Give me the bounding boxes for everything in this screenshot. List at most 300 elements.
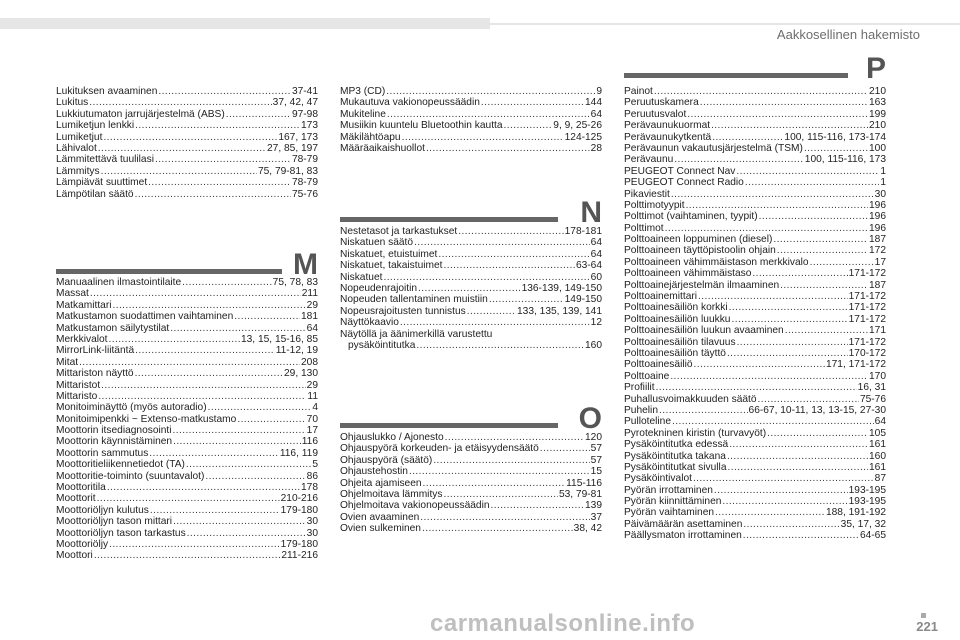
entry-leader-dots [187, 528, 306, 539]
entry-pages: 53, 79-81 [558, 488, 602, 500]
entry-leader-dots [736, 166, 879, 177]
entry-term: Päivämäärän asettaminen [624, 518, 743, 530]
entry-pages: 29 [306, 299, 318, 311]
entry-term: Polttoainesäiliön luukun avaaminen [624, 325, 784, 337]
entry-term: Polttoaineen täyttöpistoolin ohjain [624, 245, 776, 257]
index-entry [56, 177, 318, 188]
entry-pages: 124-125 [564, 131, 602, 143]
entry-leader-dots [773, 234, 868, 245]
entry-pages: 29, 130 [284, 368, 318, 380]
index-entry [624, 485, 886, 496]
index-entry [56, 189, 318, 200]
entry-term: PEUGEOT Connect Radio [624, 177, 744, 189]
entry-pages: 60 [590, 271, 602, 283]
entry-term: Pyörän kiinnittäminen [624, 496, 722, 508]
entry-term: Matkamittari [56, 299, 112, 311]
entry-term: Pysäköintitutka takana [624, 450, 726, 462]
col2-M-list [340, 86, 602, 154]
entry-pages: 196 [869, 222, 886, 234]
index-entry [624, 496, 886, 507]
entry-leader-dots [445, 432, 584, 443]
index-entry [56, 154, 318, 165]
entry-pages: 37-41 [291, 86, 318, 97]
letter-O: O [578, 402, 602, 435]
index-entry [624, 291, 886, 302]
entry-leader-dots [423, 478, 566, 489]
entry-leader-dots [727, 451, 868, 462]
entry-term: Pyörän vaihtaminen [624, 507, 715, 519]
entry-leader-dots [420, 512, 589, 523]
entry-term: Mukiteline [340, 108, 386, 120]
entry-leader-dots [101, 166, 257, 177]
entry-pages: 9 [596, 86, 602, 97]
entry-pages: 86 [306, 470, 318, 482]
entry-pages: 163 [869, 97, 886, 109]
entry-term: Polttoainesäiliön korkki [624, 302, 728, 314]
entry-term: PEUGEOT Connect Nav [624, 165, 736, 177]
entry-leader-dots [148, 177, 291, 188]
entry-leader-dots [656, 382, 857, 393]
entry-pages: 87 [874, 473, 886, 485]
entry-pages: 172 [869, 245, 886, 257]
entry-term: Lämpiävät suuttimet [56, 177, 148, 189]
entry-term: Polttoainesäiliön luukku [624, 313, 731, 325]
index-entry [56, 86, 318, 97]
index-entry [56, 277, 318, 288]
index-entry [56, 493, 318, 504]
entry-pages: 30 [306, 516, 318, 528]
entry-pages: 35, 17, 32 [840, 518, 886, 530]
entry-leader-dots [98, 391, 306, 402]
entry-term: Perävaunukuormat [624, 120, 711, 132]
index-entry [624, 268, 886, 279]
entry-pages: 64 [590, 237, 602, 249]
index-entry [624, 462, 886, 473]
entry-pages: 30 [306, 527, 318, 539]
entry-term: Polttoainejärjestelmän ilmaaminen [624, 279, 780, 291]
entry-pages: 179-180 [280, 504, 318, 516]
entry-leader-dots [504, 120, 553, 131]
index-entry [624, 234, 886, 245]
entry-leader-dots [135, 368, 283, 379]
entry-term: Ohjauspyörä (säätö) [340, 454, 433, 466]
index-entry [340, 466, 602, 477]
entry-leader-dots [79, 357, 300, 368]
entry-pages: 1 [880, 177, 886, 189]
index-entry [340, 260, 602, 271]
entry-pages: 100, 115-116, 173-174 [784, 131, 886, 143]
entry-leader-dots [694, 359, 825, 370]
index-entry [56, 448, 318, 459]
entry-leader-dots [173, 516, 306, 527]
entry-term: Manuaalinen ilmastointilaite [56, 277, 182, 288]
index-entry [56, 505, 318, 516]
entry-term: Monitoiminäyttö (myös autoradio) [56, 402, 207, 414]
entry-leader-dots [687, 109, 868, 120]
entry-leader-dots [409, 466, 590, 477]
entry-pages: 64 [306, 322, 318, 334]
entry-term: Moottoritieliikennetiedot (TA) [56, 459, 185, 471]
index-entry [56, 391, 318, 402]
entry-leader-dots [150, 505, 280, 516]
entry-pages: 64-65 [859, 530, 886, 542]
entry-leader-dots [135, 345, 275, 356]
index-entry [624, 166, 886, 177]
entry-pages: 37 [590, 511, 602, 523]
index-entry [56, 436, 318, 447]
entry-pages: 78-79 [291, 177, 318, 189]
entry-term: Polttoaineen vähimmäistason merkkivalo [624, 256, 809, 268]
index-entry [56, 334, 318, 345]
entry-term: Näytöllä ja äänimerkillä varustettu [340, 328, 493, 340]
entry-term: Ovien sulkeminen [340, 523, 421, 535]
index-entry [624, 473, 886, 484]
index-entry [624, 371, 886, 382]
entry-pages: 97-98 [291, 108, 318, 120]
index-entry [56, 345, 318, 356]
entry-term: Polttimot (vaihtaminen, tyypit) [624, 211, 758, 223]
watermark: carmanualsonline.info [430, 610, 696, 637]
entry-pages: 211-216 [281, 550, 318, 562]
entry-pages: 12 [590, 317, 602, 329]
index-entry [340, 317, 602, 328]
entry-pages: 179-180 [280, 538, 318, 550]
entry-leader-dots [758, 394, 859, 405]
index-entry [624, 451, 886, 462]
entry-leader-dots [767, 428, 868, 439]
entry-term: Polttimotyypit [624, 199, 685, 211]
entry-term: Painot [624, 86, 653, 97]
entry-pages: 210-216 [280, 493, 318, 505]
entry-term: Perävaunun vakautusjärjestelmä (TSM) [624, 142, 803, 154]
entry-leader-dots [101, 380, 306, 391]
entry-leader-dots [89, 97, 271, 108]
index-entry [340, 443, 602, 454]
index-entry [56, 300, 318, 311]
entry-leader-dots [383, 272, 589, 283]
entry-term: Mukautuva vakionopeussäädin [340, 97, 480, 109]
page-number: 221 [916, 619, 938, 634]
entry-pages: 160 [585, 339, 602, 351]
letter-rule [340, 423, 558, 428]
index-entry [340, 109, 602, 120]
entry-term: Niskatuet, takaistuimet [340, 260, 443, 272]
index-entry [56, 550, 318, 561]
entry-leader-dots [729, 439, 868, 450]
entry-term: Niskatuet, etuistuimet [340, 248, 438, 260]
letter-M: M [293, 248, 318, 281]
entry-leader-dots [173, 436, 301, 447]
index-entry [624, 211, 886, 222]
entry-leader-dots [654, 86, 868, 97]
entry-term: Mitat [56, 356, 79, 368]
index-entry [56, 471, 318, 482]
index-entry [624, 86, 886, 97]
entry-leader-dots [700, 97, 868, 108]
entry-pages: 196 [869, 211, 886, 223]
entry-term: Niskatuet [340, 271, 383, 283]
letter-heading-O [340, 404, 602, 434]
index-entry [624, 519, 886, 530]
entry-term: Lumiketjut [56, 131, 103, 143]
entry-leader-dots [737, 337, 848, 348]
entry-pages: 75-76 [859, 393, 886, 405]
letter-heading-P [624, 54, 886, 84]
entry-pages: 63-64 [575, 260, 602, 272]
index-entry [624, 314, 886, 325]
entry-leader-dots [97, 493, 280, 504]
entry-leader-dots [671, 189, 874, 200]
entry-term: Lukkiutumaton jarrujärjestelmä (ABS) [56, 108, 225, 120]
entry-leader-dots [711, 120, 868, 131]
entry-term: Pikaviestit [624, 188, 670, 200]
entry-pages: 187 [869, 279, 886, 291]
entry-pages: 196 [869, 199, 886, 211]
entry-leader-dots [670, 371, 868, 382]
col1-L-list [56, 86, 318, 200]
entry-leader-dots [90, 288, 301, 299]
entry-leader-dots [731, 314, 847, 325]
entry-term: Määräaikaishuollot [340, 142, 425, 154]
entry-term: Puhelin [624, 404, 658, 416]
entry-term: Lähivalot [56, 142, 97, 154]
entry-term: Pysäköintivalot [624, 473, 692, 485]
entry-term: Ohjauspyörä korkeuden- ja etäisyydensäätö [340, 443, 539, 455]
entry-leader-dots [759, 211, 868, 222]
entry-pages: 17 [874, 256, 886, 268]
entry-term: Näyttökaavio [340, 317, 399, 329]
entry-pages: 170 [869, 370, 886, 382]
index-entry [624, 257, 886, 268]
index-entry [624, 302, 886, 313]
entry-pages: 66-67, 10-11, 13, 13-15, 27-30 [748, 404, 886, 416]
entry-pages: 136-139, 149-150 [521, 282, 602, 294]
entry-term: Moottori [56, 550, 93, 562]
index-entry [56, 288, 318, 299]
entry-leader-dots [729, 302, 848, 313]
letter-heading-N [340, 198, 602, 228]
entry-pages: 210 [869, 120, 886, 132]
entry-term: Polttimot [624, 222, 664, 234]
entry-leader-dots [103, 132, 277, 143]
entry-term: Moottoriöljyn tason mittari [56, 516, 173, 528]
index-entry [624, 530, 886, 541]
entry-term: Moottorin käynnistäminen [56, 436, 173, 448]
entry-term: Ovien avaaminen [340, 511, 420, 523]
entry-term: MP3 (CD) [340, 86, 386, 97]
entry-leader-dots [173, 425, 306, 436]
entry-leader-dots [804, 143, 868, 154]
index-entry [624, 177, 886, 188]
index-entry [56, 97, 318, 108]
entry-term: Polttoaineen loppuminen (diesel) [624, 234, 773, 246]
index-entry [56, 357, 318, 368]
index-entry [56, 368, 318, 379]
entry-pages: 116, 119 [279, 447, 318, 459]
entry-term: Moottoriöljyn tason tarkastus [56, 527, 186, 539]
entry-pages: 11-12, 19 [275, 345, 318, 357]
letter-rule [56, 269, 282, 274]
header-line [490, 23, 960, 25]
entry-leader-dots [182, 277, 272, 288]
index-entry [340, 283, 602, 294]
entry-pages: 17 [306, 425, 318, 437]
entry-term: Polttoainesäiliö [624, 359, 693, 371]
index-entry [624, 394, 886, 405]
entry-leader-dots [135, 189, 291, 200]
index-entry [340, 86, 602, 97]
index-entry [624, 109, 886, 120]
entry-term: Mittariston näyttö [56, 368, 134, 380]
index-entry [56, 425, 318, 436]
index-entry [340, 97, 602, 108]
entry-pages: 149-150 [564, 294, 602, 306]
entry-leader-dots [155, 154, 291, 165]
entry-leader-dots [481, 97, 584, 108]
entry-term: Niskatuen säätö [340, 237, 414, 249]
entry-pages: 100 [869, 142, 886, 154]
entry-term: Lukitus [56, 97, 89, 109]
entry-leader-dots [727, 348, 848, 359]
entry-leader-dots [491, 500, 584, 511]
index-entry [56, 120, 318, 131]
index-entry [340, 329, 602, 340]
index-entry [624, 348, 886, 359]
entry-pages: 171-172 [848, 291, 886, 303]
entry-term: Lukituksen avaaminen [56, 86, 158, 97]
entry-term: Lämpötilan säätö [56, 188, 134, 200]
entry-term: Ohjelmoitava vakionopeussäädin [340, 500, 490, 512]
entry-term: Polttoainesäiliön tilavuus [624, 336, 736, 348]
entry-term: Moottorit [56, 493, 96, 505]
entry-pages: 178-181 [564, 226, 602, 237]
index-entry [624, 280, 886, 291]
entry-leader-dots [665, 223, 868, 234]
entry-term: Peruutusvalot [624, 108, 687, 120]
index-entry [624, 382, 886, 393]
entry-term: Ohjauslukko / Ajonesto [340, 432, 444, 443]
section-title: Aakkosellinen hakemisto [776, 27, 920, 42]
entry-term: Ohjeita ajamiseen [340, 477, 422, 489]
index-entry [56, 311, 318, 322]
entry-leader-dots [785, 325, 868, 336]
entry-pages: 27, 85, 197 [267, 142, 318, 154]
entry-leader-dots [458, 226, 563, 237]
entry-leader-dots [489, 294, 564, 305]
col2-O-list [340, 432, 602, 535]
index-entry [56, 143, 318, 154]
letter-heading-M [56, 250, 318, 280]
entry-pages: 171-172 [848, 268, 886, 280]
entry-pages: 167, 173 [278, 131, 318, 143]
index-entry [340, 478, 602, 489]
entry-pages: 100, 115-116, 173 [804, 154, 886, 166]
entry-pages: 75, 78, 83 [272, 277, 318, 288]
entry-pages: 5 [312, 459, 318, 471]
entry-term: Nestetasot ja tarkastukset [340, 226, 458, 237]
entry-term: Moottoriöljyn kulutus [56, 504, 149, 516]
entry-term: Massat [56, 288, 89, 300]
index-entry [624, 223, 886, 234]
index-entry [340, 132, 602, 143]
entry-leader-dots [467, 306, 516, 317]
entry-term: Musiikin kuuntelu Bluetoothin kautta [340, 120, 503, 132]
index-entry [624, 405, 886, 416]
index-entry [340, 340, 602, 351]
entry-leader-dots [205, 471, 305, 482]
entry-term: Pyrotekninen kiristin (turvavyöt) [624, 427, 767, 439]
entry-term: Monitoimipenkki ~ Extenso-matkustamo [56, 413, 237, 425]
entry-leader-dots [674, 154, 804, 165]
index-entry [624, 132, 886, 143]
header-bar [0, 0, 960, 30]
index-entry [340, 226, 602, 237]
entry-pages: 210 [869, 86, 886, 97]
entry-leader-dots [109, 539, 280, 550]
entry-term: Ohjelmoitava lämmitys [340, 488, 443, 500]
entry-leader-dots [416, 340, 584, 351]
entry-leader-dots [714, 485, 848, 496]
index-entry [624, 325, 886, 336]
letter-P: P [865, 52, 886, 85]
entry-leader-dots [186, 459, 311, 470]
entry-pages: 144 [585, 97, 602, 109]
entry-pages: 170-172 [848, 347, 886, 359]
entry-pages: 38, 42 [573, 523, 602, 535]
entry-pages: 64 [590, 108, 602, 120]
index-entry [624, 189, 886, 200]
entry-pages: 4 [312, 402, 318, 414]
entry-pages: 105 [869, 427, 886, 439]
index-entry [624, 200, 886, 211]
entry-pages: 171-172 [848, 336, 886, 348]
index-entry [340, 455, 602, 466]
entry-pages: 211 [301, 288, 318, 300]
index-entry [56, 109, 318, 120]
entry-pages: 139 [585, 500, 602, 512]
entry-leader-dots [158, 86, 291, 97]
entry-pages: 9, 9, 25-26 [553, 120, 602, 132]
index-entry [624, 359, 886, 370]
col1-M-list [56, 277, 318, 562]
entry-term: Pyörän irrottaminen [624, 484, 713, 496]
entry-pages: 13, 15, 15-16, 85 [240, 333, 318, 345]
letter-N: N [580, 196, 602, 229]
index-entry [56, 539, 318, 550]
entry-term: Pysäköintitutkat sivulla [624, 461, 727, 473]
entry-pages: 161 [869, 461, 886, 473]
index-entry [340, 272, 602, 283]
entry-leader-dots [743, 530, 859, 541]
entry-pages: 64 [590, 248, 602, 260]
entry-leader-dots [170, 323, 305, 334]
entry-term: Nopeuden tallentaminen muistiin [340, 294, 488, 306]
entry-pages: 37, 42, 47 [272, 97, 318, 109]
entry-leader-dots [234, 311, 300, 322]
entry-pages: 115-116 [566, 477, 602, 489]
entry-pages: 1 [880, 165, 886, 177]
entry-term: Moottoritila [56, 482, 106, 494]
index-entry [624, 337, 886, 348]
entry-pages: 208 [301, 356, 318, 368]
entry-pages: 171 [869, 325, 886, 337]
entry-leader-dots [107, 482, 300, 493]
index-entry [56, 166, 318, 177]
entry-pages: 78-79 [291, 154, 318, 166]
entry-pages: 193-195 [848, 496, 886, 508]
entry-pages: 178 [301, 482, 318, 494]
entry-leader-dots [226, 109, 291, 120]
